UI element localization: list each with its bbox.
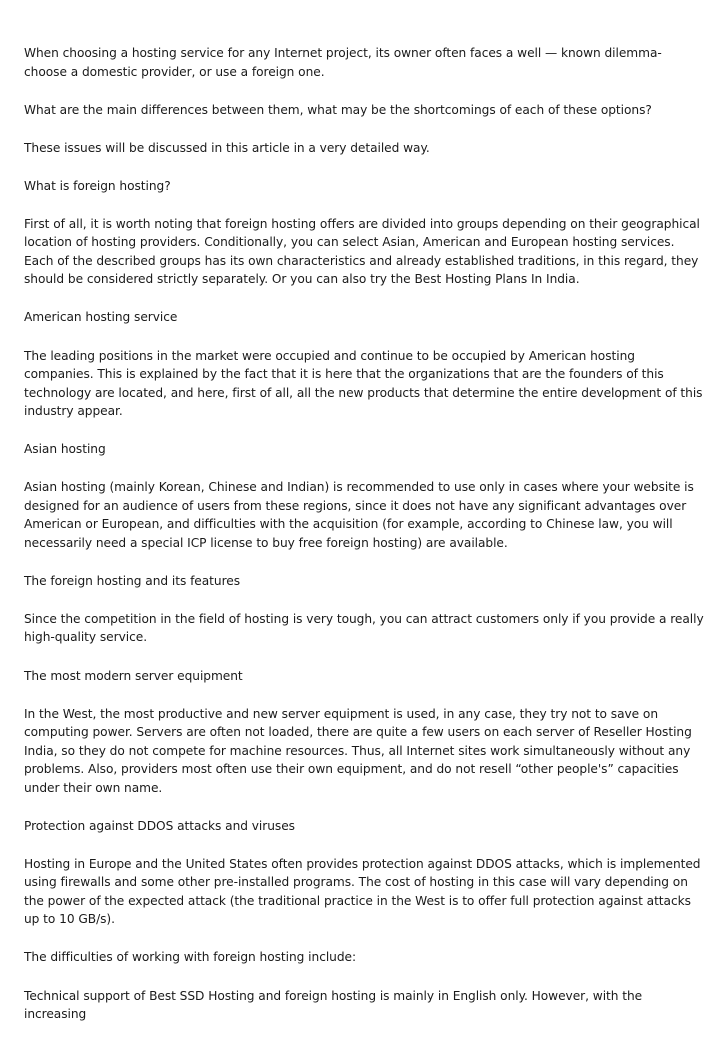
heading-difficulties: The difficulties of working with foreign hosting include: xyxy=(24,950,357,965)
american-hosting-paragraph: The leading positions in the market were occupied and continue to be occupied by American hosting companies. This is explained by the fact that it is here that the organizations that are the founders of this technology are located, and here, first of all, all the new products that determine the entire development of this industry appear. xyxy=(24,348,703,419)
question-paragraph: What are the main differences between them, what may be the shortcomings of each of these options? xyxy=(24,102,652,117)
heading-ddos-protection: Protection against DDOS attacks and viruses xyxy=(24,818,295,833)
heading-features: The foreign hosting and its features xyxy=(24,573,241,588)
technical-support-paragraph: Technical support of Best SSD Hosting and foreign hosting is mainly in English only. However, with the increasing xyxy=(24,988,643,1021)
intro-paragraph: When choosing a hosting service for any Internet project, its owner often faces a well — known dilemma-choose a domestic provider, or use a foreign one. xyxy=(24,46,662,79)
foreign-hosting-paragraph: First of all, it is worth noting that foreign hosting offers are divided into groups depending on their geographical location of hosting providers. Conditionally, you can select Asian, American and European hosting services. Each of the described groups has its own characteristics and already established traditions, in this regard, they should be considered strictly separately. Or you can also try the Best Hosting Plans In India. xyxy=(24,216,700,287)
ddos-protection-paragraph: Hosting in Europe and the United States often provides protection against DDOS attacks, which is implemented using firewalls and some other pre-installed programs. The cost of hosting in this case will vary depending on the power of the expected attack (the traditional practice in the West is to offer full protection against attacks up to 10 GB/s). xyxy=(24,856,701,927)
scope-paragraph: These issues will be discussed in this article in a very detailed way. xyxy=(24,140,430,155)
article-body xyxy=(24,44,704,1043)
heading-asian-hosting: Asian hosting xyxy=(24,442,106,457)
server-equipment-paragraph: In the West, the most productive and new server equipment is used, in any case, they try not to save on computing power. Servers are often not loaded, there are quite a few users on each server of Reseller Hosting India, so they do not compete for machine resources. Thus, all Internet sites work simultaneously without any problems. Also, providers most often use their own equipment, and do not resell “other people's” capacities under their own name. xyxy=(24,706,692,795)
heading-foreign-hosting: What is foreign hosting? xyxy=(24,178,171,193)
asian-hosting-paragraph: Asian hosting (mainly Korean, Chinese and Indian) is recommended to use only in cases where your website is designed for an audience of users from these regions, since it does not have any significant advantages over American or European, and difficulties with the acquisition (for example, according to Chinese law, you will necessarily need a special ICP license to buy free foreign hosting) are available. xyxy=(24,480,694,550)
heading-server-equipment: The most modern server equipment xyxy=(24,668,243,683)
heading-american-hosting: American hosting service xyxy=(24,310,178,325)
features-paragraph: Since the competition in the field of hosting is very tough, you can attract customers only if you provide a really high-quality service. xyxy=(24,611,704,645)
